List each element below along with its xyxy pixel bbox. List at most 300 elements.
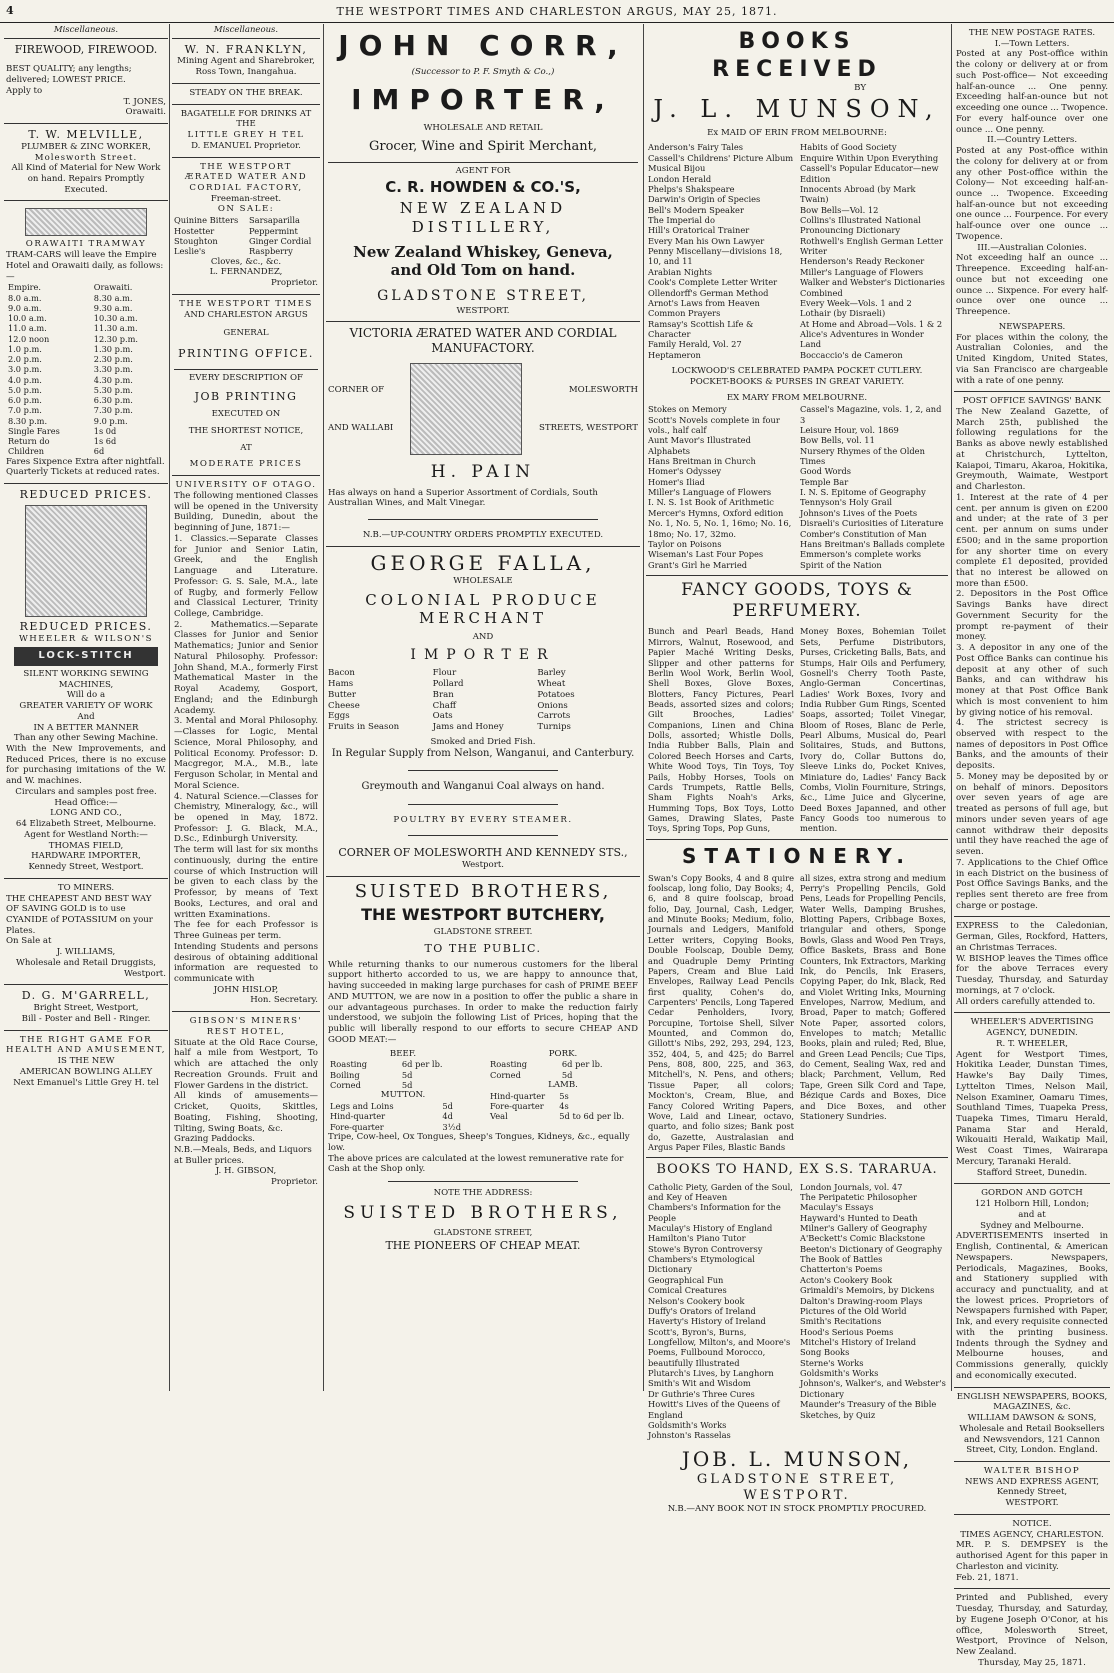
ad-text: Not exceeding half an ounce ... Threepence. Exceeding half-an-ounce but not exceeding one ounce ... Sixpence. For every half-ounce over one ounce ... Threepence. xyxy=(956,253,1108,318)
ad-text: Bright Street, Westport, xyxy=(33,1003,139,1014)
list-item: Catholic Piety, Garden of the Soul, and Key of Heaven xyxy=(648,1181,793,1202)
ad-text: R. T. WHEELER, xyxy=(996,1038,1068,1049)
fancy-goods-ad xyxy=(646,576,948,840)
list-item: Enquire Within Upon Everything xyxy=(800,152,939,163)
list-item: Leisure Hour, vol. 1869 xyxy=(800,424,899,435)
list-item: Mercer's Hymns, Oxford edition No. 1, No. 5, No. 1, 16mo; No. 16, 18mo; No. 17, 32mo. xyxy=(648,507,792,539)
list-item: 1. Classics.—Separate Classes for Junior and Senior Latin, Greek, and the English Language and Literature. Professor: G. S. Sale, M.A., late of Rugby, and formerly Fellow and Classical Lecturer, Trinity College, Cambridge. xyxy=(174,533,318,620)
ad-text: Westport. xyxy=(123,968,166,979)
column-rule xyxy=(323,24,324,1391)
ad-text: and at xyxy=(1018,1209,1046,1220)
list-item: Alice's Adventures in Wonder Land xyxy=(800,328,924,350)
ad-text: MOLESWORTH xyxy=(568,384,638,395)
ad-text: On Sale at xyxy=(6,936,52,947)
ad-title: H. PAIN xyxy=(430,462,536,483)
ad-text: Agent for Westport Times, Hokitika Leader, Dunstan Times, Hawke's Bay Daily Times, Lyttelton Times, Nelson Mail, Nelson Examiner, Oamaru Times, Southland Times, Tuapeka Press, Tuapeka Times, Timaru Herald, Panama Star and Herald, Wikouaiti Herald, Waikatip Mail, West Coast Times, Wairarapa Mercury, Taranaki Herald. xyxy=(956,1049,1108,1167)
list-item: Nelson's Cookery book xyxy=(648,1295,745,1306)
list-item: Plutarch's Lives, by Langhorn xyxy=(648,1368,774,1379)
list-item: 7. Applications to the Chief Office in each District on the business of Post Office Savings Banks, and the replies sent thereto are free from charge or postage. xyxy=(956,857,1108,911)
price-table xyxy=(488,1091,638,1122)
table-row: Legs and Loins 5d xyxy=(330,1101,453,1112)
produce-list xyxy=(328,668,638,732)
column-rule xyxy=(169,24,170,1391)
ad-title: JOB. L. MUNSON, xyxy=(681,1446,913,1471)
ad-text: Cloves, &c., &c. xyxy=(210,256,282,267)
list-item: Ginger Cordial xyxy=(249,235,312,246)
table-row: 9.0 a.m. 9.30 a.m. xyxy=(8,302,133,313)
ad-text: The New Zealand Gazette, of March 25th, published the following regulations for the Banks as above newly established at Christchurch, Lyttelton, Kaiapoi, Timaru, Akaroa, Hokitika, Greymouth, Waimate, Westport and Charleston. xyxy=(956,406,1108,493)
ad-text: AMERICAN BOWLING ALLEY xyxy=(19,1066,153,1077)
ad-title: BOOKS TO HAND, EX S.S. TARARUA. xyxy=(656,1162,938,1178)
savings-bank xyxy=(954,392,1110,917)
ad-text: BEEF. xyxy=(389,1048,417,1059)
dawson-ad xyxy=(954,1388,1110,1462)
ad-text: J. H. GIBSON, xyxy=(215,1166,277,1177)
column-rule xyxy=(643,24,644,1391)
list-item: Collins's Illustrated National Pronouncing Dictionary xyxy=(800,214,921,236)
ad-text: WHOLESALE xyxy=(453,575,513,586)
list-item: Every Week—Vols. 1 and 2 xyxy=(800,297,912,308)
list-item: 3. Mental and Moral Philosophy.—Classes for Logic, Mental Science, Moral Philosophy, and Political Economy. Professor: D. Macgregor, M.A., M.B., late Ferguson Scholar, in Mental and Moral Science. xyxy=(174,716,318,791)
list-item: Comber's Constitution of Man xyxy=(800,528,927,539)
list-item: Chaff xyxy=(432,700,457,711)
list-item: Chatterton's Poems xyxy=(800,1264,883,1275)
list-item: Fruits in Season xyxy=(328,722,400,733)
ad-text: JOHN HISLOP, xyxy=(213,984,279,995)
ad-subtitle: III.—Australian Colonies. xyxy=(977,242,1087,253)
list-item: Howitt's Lives of the Queens of England xyxy=(648,1399,780,1420)
list-item: Song Books xyxy=(800,1347,850,1358)
ad-title: WILLIAM DAWSON & SONS, xyxy=(967,1413,1097,1424)
ad-text: GREATER VARIETY OF WORK xyxy=(19,701,153,712)
ad-text: GENERAL xyxy=(223,328,269,339)
ad-text: Mining Agent and Sharebroker, xyxy=(177,56,315,67)
ad-text: The following mentioned Classes will be opened in the University Building, Dunedin, about the beginning of June, 1871:— xyxy=(174,490,318,534)
aerated-water-ad xyxy=(172,158,320,295)
ad-text: LOCKWOOD'S CELEBRATED PAMPA POCKET CUTLERY. xyxy=(671,366,923,377)
ad-text: NEW ZEALAND DISTILLERY, xyxy=(399,199,567,236)
ad-title: J. L. MUNSON, xyxy=(653,94,941,123)
melville-ad xyxy=(4,124,168,201)
table-row: 5.0 p.m. 5.30 p.m. xyxy=(8,384,133,395)
list-item: Barley xyxy=(537,668,566,679)
ad-text: J. WILLIAMS, xyxy=(56,947,116,958)
ad-text: POCKET-BOOKS & PURSES IN GREAT VARIETY. xyxy=(689,376,905,387)
list-item: I. N. S. 1st Book of Arithmetic xyxy=(648,497,774,508)
ad-title: THE RIGHT GAME FOR HEALTH AND AMUSEMENT, xyxy=(6,1034,166,1056)
list-item: Emmerson's complete works xyxy=(800,549,922,560)
list-item: Hayward's Hunted to Death xyxy=(800,1212,918,1223)
ad-text: CORNER OF MOLESWORTH AND KENNEDY STS., xyxy=(338,846,628,860)
list-item: Cassel's Magazine, vols. 1, 2, and 3 xyxy=(800,404,942,425)
list-item: Aunt Mavor's Illustrated Alphabets xyxy=(648,435,751,456)
list-item: Common Prayers xyxy=(648,308,721,319)
list-item: Cassell's Popular Educator—new Edition xyxy=(800,163,939,184)
list-item: Turnips xyxy=(537,722,571,733)
ad-text: MR. P. S. DEMPSEY is the authorised Agent for this paper in Charleston and vicinity. xyxy=(956,1540,1108,1572)
ad-title: IMPORTER xyxy=(410,646,556,663)
ad-text: SILENT WORKING SEWING MACHINES, xyxy=(23,668,149,690)
list-item: Hill's Oratorical Trainer xyxy=(648,225,750,236)
list-item: A'Beckett's Comic Blackstone xyxy=(800,1233,926,1244)
masthead xyxy=(0,0,1114,23)
ad-subtitle: NEWSPAPERS. xyxy=(998,321,1066,332)
list-item: Johnson's Lives of the Poets xyxy=(800,507,918,518)
franklyn-ad xyxy=(172,39,320,84)
victoria-ad xyxy=(326,322,640,546)
list-item: Stoughton xyxy=(174,235,218,246)
column-3 xyxy=(326,24,640,1391)
list-item: I. N. S. Epitome of Geography xyxy=(800,487,926,498)
list-item: Darwin's Origin of Species xyxy=(648,194,761,205)
list-item: 5. Money may be deposited by or on behalf of minors. Depositors over seven years of age are treated as persons of full age, but minors under seven years of age cannot withdraw their deposits until they have reached the age of seven. xyxy=(956,771,1108,858)
sale-list xyxy=(174,215,318,256)
table-row: 8.0 a.m. 8.30 a.m. xyxy=(8,292,133,303)
column-rule xyxy=(951,24,952,1391)
list-item: Anderson's Fairy Tales xyxy=(648,142,744,153)
list-item: Homer's Odyssey xyxy=(648,466,722,477)
ad-text: AGENT FOR xyxy=(455,165,511,176)
ad-title: ORAWAITI TRAMWAY xyxy=(25,239,147,250)
book-list xyxy=(648,142,946,360)
ad-text: Ross Town, Inangahua. xyxy=(195,67,297,78)
ad-text: POULTRY BY EVERY STEAMER. xyxy=(393,814,573,825)
column-2 xyxy=(172,24,320,1391)
list-item: Smith's Recitations xyxy=(800,1316,882,1327)
ad-text: CORNER OF xyxy=(328,384,385,395)
ad-title: NOTICE. xyxy=(1012,1518,1052,1529)
ad-text: GLADSTONE STREET, xyxy=(433,1228,533,1239)
table-row: Corned 5d xyxy=(490,1069,573,1080)
ad-text: Situate at the Old Race Course, half a mile from Westport, To which are attached the only Recreation Grounds. Fruit and Flower Gardens in the district. xyxy=(174,1037,318,1091)
list-item: Cassell's Childrens' Picture Album xyxy=(648,152,794,163)
ad-text: EX MARY FROM MELBOURNE. xyxy=(726,393,868,404)
table-row: 3.0 p.m. 3.30 p.m. xyxy=(8,364,133,375)
ad-text: IS THE NEW xyxy=(57,1056,115,1067)
otago-ad xyxy=(172,476,320,1012)
list-item: Hams xyxy=(328,679,354,690)
ad-text: NOTE THE ADDRESS: xyxy=(433,1188,533,1199)
miners-ad xyxy=(4,879,168,986)
ad-text: Posted at any Post-office within the colony for delivery at or from any other Post-office within the Colony— Not exceeding half-an-ounce ... Twopence. Exceeding half-an-ounce but not exceeding one ounce ... Fourpence. For every half-ounce over one ounce ... Twopence. xyxy=(956,146,1108,242)
tramway-ad xyxy=(4,201,168,484)
page-number: 4 xyxy=(6,4,14,17)
list-item: Sterne's Works xyxy=(800,1357,864,1368)
list-item: Cook's Complete Letter Writer xyxy=(648,277,778,288)
list-item: Bran xyxy=(432,689,454,700)
list-item: Geographical Fun xyxy=(648,1274,724,1285)
ad-text: All Kind of Material for New Work on hand. Repairs Promptly Executed. xyxy=(11,163,161,195)
column-1 xyxy=(4,24,168,1391)
ad-text: Has always on hand a Superior Assortment of Cordials, South Australian Wines, and Malt Vinegar. xyxy=(328,487,598,509)
ad-text: and Old Tom on hand. xyxy=(390,261,576,280)
ad-title: REDUCED PRICES. xyxy=(19,619,153,633)
list-item: Potatoes xyxy=(537,689,575,700)
ad-title: W. N. FRANKLYN, xyxy=(184,42,308,56)
list-item: Smith's Wit and Wisdom xyxy=(648,1378,751,1389)
ad-title: IMPORTER, xyxy=(351,82,615,116)
ad-text: GLADSTONE STREET. xyxy=(433,927,533,938)
list-item: Every Man his Own Lawyer xyxy=(648,235,765,246)
ad-text: TIMES AGENCY, CHARLESTON. xyxy=(960,1529,1104,1540)
section-heading: Miscellaneous. xyxy=(172,24,320,39)
table-row: 7.0 p.m. 7.30 p.m. xyxy=(8,405,133,416)
list-item: Flour xyxy=(432,668,457,679)
ad-text: Next Emanuel's Little Grey H. tel xyxy=(13,1077,159,1088)
ad-text: With the New Improvements, and Reduced Prices, there is no excuse for purchasing imitations of the W. and W. machines. xyxy=(6,744,166,787)
ad-text: AND CHARLESTON ARGUS xyxy=(184,309,308,320)
list-item: Hans Breitman's Ballads complete xyxy=(800,538,945,549)
ad-text: PORK. xyxy=(548,1048,578,1059)
list-item: 4. The strictest secrecy is observed with respect to the names of depositors in Post Office Banks, and the amounts of their deposits. xyxy=(956,718,1108,772)
list-item: Ramsay's Scottish Life & Character xyxy=(648,318,754,339)
ad-title: FANCY GOODS, TOYS & PERFUMERY. xyxy=(681,579,913,622)
ad-text: 121 Holborn Hill, London; xyxy=(974,1199,1090,1210)
list-item: Goldsmith's Works xyxy=(800,1368,879,1379)
ad-title: D. G. M'GARRELL, xyxy=(21,989,151,1003)
price-table xyxy=(328,1101,478,1132)
list-item: Johnson's, Walker's, and Webster's Dictionary xyxy=(800,1378,946,1399)
list-item: Haverty's History of Ireland xyxy=(648,1316,766,1327)
list-item: Taylor on Poisons xyxy=(648,538,722,549)
table-row: 11.0 a.m. 11.30 a.m. xyxy=(8,323,138,334)
list-item: Stowe's Byron Controversy xyxy=(648,1243,763,1254)
list-item: London Journals, vol. 47 xyxy=(800,1181,903,1192)
price-table xyxy=(488,1059,638,1080)
ad-title: GORDON AND GOTCH xyxy=(981,1188,1083,1199)
list-item: Beeton's Dictionary of Geography xyxy=(800,1243,943,1254)
table-row: 12.0 noon 12.30 p.m. xyxy=(8,333,139,344)
list-item: Wiseman's Last Four Popes xyxy=(648,549,764,560)
wheeler-agency-ad xyxy=(954,1013,1110,1184)
postage-rates xyxy=(954,24,1110,392)
table-row: 6.0 p.m. 6.30 p.m. xyxy=(8,395,133,406)
list-item: Bell's Modern Speaker xyxy=(648,204,744,215)
ad-title: THE WESTPORT TIMES xyxy=(179,298,313,309)
ad-text: Intending Students and persons desirous of obtaining additional information are requested to communicate with xyxy=(174,941,318,984)
ad-text: WHOLESALE AND RETAIL xyxy=(423,122,543,133)
list-item: Leslie's xyxy=(174,246,206,257)
list-item: Lothair (by Disraeli) xyxy=(800,308,886,319)
ad-text: D. EMANUEL Proprietor. xyxy=(191,140,301,151)
list-item: Duffy's Orators of Ireland xyxy=(648,1305,756,1316)
ad-text: IN A BETTER MANNER xyxy=(33,722,139,733)
ad-text: THOMAS FIELD, xyxy=(48,840,124,851)
list-item: Chambers's Information for the People xyxy=(648,1202,781,1223)
list-item: 3. A depositor in any one of the Post Office Banks can continue his deposit at any other of such Banks, and can withdraw his money at that Post Office Bank which is most convenient to him by giving notice of his removal. xyxy=(956,643,1108,718)
list-item: Scott's, Byron's, Burns, Longfellow, Milton's, and Moore's Poems, Fullbound Morocco, beautifully Illustrated xyxy=(648,1326,791,1368)
ad-text: AT xyxy=(240,442,252,453)
ad-text: Circulars and samples post free. xyxy=(15,786,157,797)
table-row: Hind-quarter 4d xyxy=(330,1111,453,1122)
list-item: Maculay's History of England xyxy=(648,1223,773,1234)
ad-title: SUISTED BROTHERS, xyxy=(354,880,612,902)
ad-title: SUISTED BROTHERS, xyxy=(343,1202,623,1223)
ad-text: Money Boxes, Bohemian Toilet Sets, Perfume Distributors, Purses, Cricketing Balls, Bats, and Stumps, Hair Oils and Perfumery, Gosnell's Cherry Tooth Paste, Anglo-German Concertinas, Ladies' Work Boxes, Ivory and India Rubber Gum Rings, Scented Soaps, assorted; Toilet Vinegar, Bloom of Roses, Blanc de Perle, Pearl Albums, Musical do, Pearl Solitaires, Studs, and Buttons, Ivory do, Collar Buttons do, Sleeve Links do, Pocket Knives, Miniature do, Ladies' Fancy Back Combs, Violin Fourniture, Strings, &c., Lime Juice and Glycerine, Deed Boxes Japanned, and other Fancy Goods too numerous to mention. xyxy=(800,626,946,834)
tararua-ad xyxy=(646,1158,948,1519)
ad-text: TRAM-CARS will leave the Empire Hotel and Orawaiti daily, as follows:— xyxy=(6,250,164,282)
list-item: Hamilton's Piano Tutor xyxy=(648,1233,746,1244)
list-item: Hans Breitman in Church xyxy=(648,456,756,467)
wheeler-wilson-ad xyxy=(4,484,168,879)
stationery-text xyxy=(648,873,946,1153)
book-list xyxy=(648,404,946,570)
ad-text: Bill - Poster and Bell - Ringer. xyxy=(21,1013,151,1024)
ad-text: The fee for each Professor is Three Guineas per term. xyxy=(174,920,318,942)
ad-text: Greymouth and Wanganui Coal always on hand. xyxy=(361,781,605,792)
masthead-title: THE WESTPORT TIMES AND CHARLESTON ARGUS, MAY 25, 1871. xyxy=(336,5,778,18)
ad-text: W. BISHOP leaves the Times office for the above Terraces every Tuesday, Thursday, and Saturday mornings, at 7 o'clock. xyxy=(956,953,1108,996)
list-item: Grimaldi's Memoirs, by Dickens xyxy=(800,1285,935,1296)
steam-engine-illustration xyxy=(410,363,522,455)
list-item: Miller's Language of Flowers xyxy=(648,487,772,498)
table-row: 8.30 p.m. 9.0 p.m. xyxy=(8,415,128,426)
ad-subtitle: I.—Town Letters. xyxy=(994,38,1070,49)
ad-text: LAMB. xyxy=(548,1080,578,1091)
timetable xyxy=(6,282,166,456)
munson-ad xyxy=(646,24,948,576)
ad-text: All orders carefully attended to. xyxy=(956,996,1096,1007)
list-item: Disraeli's Curiosities of Literature xyxy=(800,518,944,529)
ad-text: N.B.—UP-COUNTRY ORDERS PROMPTLY EXECUTED. xyxy=(362,530,604,541)
list-item: Scott's Novels complete in four vols., half calf xyxy=(648,414,780,435)
list-item: Rothwell's English German Letter Writer xyxy=(800,235,943,257)
price-table xyxy=(328,1059,478,1090)
ad-text: NEWS AND EXPRESS AGENT, xyxy=(965,1476,1099,1487)
ad-text: In Regular Supply from Nelson, Wanganui, and Canterbury. xyxy=(331,747,635,759)
ad-title: ENGLISH NEWSPAPERS, BOOKS, MAGAZINES, &c. xyxy=(956,1391,1108,1413)
table-row: 2.0 p.m. 2.30 p.m. xyxy=(8,354,133,365)
list-item: The Imperial do xyxy=(648,214,715,225)
ad-text: LITTLE GREY H TEL xyxy=(187,130,305,141)
table-row: 10.0 a.m. 10.30 a.m. xyxy=(8,313,138,324)
ad-title: THE WESTPORT BUTCHERY, xyxy=(361,905,605,925)
fancy-goods-text xyxy=(648,626,946,833)
veal-price: 5d to 6d per lb. xyxy=(559,1111,625,1122)
times-agency-notice xyxy=(954,1515,1110,1589)
list-item: Bacon xyxy=(328,668,355,679)
ad-text: ON SALE: xyxy=(217,204,275,215)
ad-text: Proprietor. xyxy=(270,278,318,289)
ad-text: N.B.—Meals, Beds, and Liquors at Buller prices. xyxy=(174,1145,312,1166)
ad-text: All kinds of amusements—Cricket, Quoits, Skittles, Boating, Fishing, Shooting, Tilting, Swing Boats, &c. xyxy=(174,1091,318,1134)
list-item: Henderson's Ready Reckoner xyxy=(800,256,925,267)
table-row: Corned 5d xyxy=(330,1080,413,1091)
table-row: Single Fares 1s 0d xyxy=(8,425,117,436)
list-item: The Book of Battles xyxy=(800,1254,883,1265)
ad-title: BAGATELLE FOR DRINKS AT THE xyxy=(180,108,312,130)
list-item: Acton's Cookery Book xyxy=(800,1274,893,1285)
ad-title: WHEELER'S ADVERTISING AGENCY, DUNEDIN. xyxy=(970,1017,1094,1039)
ad-text: Fares Sixpence Extra after nightfall. Quarterly Tickets at reduced rates. xyxy=(6,456,165,478)
ad-title: GEORGE FALLA, xyxy=(370,550,596,575)
ad-text: Wholesale and Retail Booksellers and Newsvendors, 121 Cannon Street, City, London. England. xyxy=(959,1423,1105,1456)
gibson-ad xyxy=(172,1012,320,1193)
lock-stitch-banner: LOCK-STITCH xyxy=(14,647,158,666)
table-row: Hind-quarter 5s xyxy=(490,1090,569,1101)
table-row: Return do 1s 6d xyxy=(8,436,117,447)
imprint-text: Printed and Published, every Tuesday, Thursday, and Saturday, by Eugene Joseph O'Conor, at his office, Molesworth Street, Westport, Province of Nelson, New Zealand. xyxy=(956,1593,1108,1658)
book-list xyxy=(648,1182,946,1441)
ad-title: FIREWOOD, FIREWOOD. xyxy=(14,42,158,56)
ad-title: STATIONERY. xyxy=(682,843,912,868)
list-item: Temple Bar xyxy=(800,476,849,487)
list-item: Penny Miscellany—divisions 18, 10, and 11 xyxy=(648,246,783,267)
ad-title: PRINTING OFFICE. xyxy=(178,347,314,361)
list-item: Carrots xyxy=(537,711,571,722)
ad-text: Tripe, Cow-heel, Ox Tongues, Sheep's Tongues, Kidneys, &c., equally low. xyxy=(328,1132,630,1153)
list-item: Wheat xyxy=(537,679,566,690)
ad-text: EXPRESS to the Caledonian, German, Giles, Rockford, Hatters, an Christmas Terraces. xyxy=(956,921,1108,953)
ad-title: GIBSON'S MINERS' REST HOTEL, xyxy=(189,1016,303,1037)
list-item: Cheese xyxy=(328,700,360,711)
ad-text: Head Office:— xyxy=(54,797,118,808)
gordon-gotch-ad xyxy=(954,1184,1110,1387)
list-item: Habits of Good Society xyxy=(800,142,897,153)
ad-text: AND xyxy=(472,632,494,643)
ad-text: The above prices are calculated at the lowest remunerative rate for Cash at the Shop only. xyxy=(328,1153,624,1175)
sewing-machine-illustration xyxy=(25,505,147,617)
falla-ad xyxy=(326,547,640,877)
ad-text: STREETS, WESTPORT xyxy=(538,423,638,434)
ad-title: REDUCED PRICES. xyxy=(19,488,153,502)
list-item: Arabian Nights xyxy=(648,266,712,277)
table-row: 4.0 p.m. 4.30 p.m. xyxy=(8,374,133,385)
list-item: Stokes on Memory xyxy=(648,404,727,415)
list-item: Quinine Bitters xyxy=(174,215,239,226)
ad-text: MUTTON. xyxy=(380,1090,426,1101)
list-item: Dr Guthrie's Three Cures xyxy=(648,1388,755,1399)
list-item: Miller's Language of Flowers xyxy=(800,266,924,277)
list-item: Tennyson's Holy Grail xyxy=(800,497,893,508)
ad-text: Feb. 21, 1871. xyxy=(956,1572,1019,1583)
list-item: Sarsaparilla xyxy=(249,215,300,226)
printing-office-ad xyxy=(172,295,320,476)
mcgarrell-ad xyxy=(4,985,168,1030)
ad-text: Ex MAID OF ERIN FROM MELBOURNE: xyxy=(707,127,887,138)
ad-text: WESTPORT. xyxy=(456,305,510,316)
ad-title: JOB PRINTING xyxy=(194,389,298,403)
ad-subtitle: II.—Country Letters. xyxy=(986,135,1078,146)
ad-title: WALTER BISHOP xyxy=(983,1466,1081,1476)
ad-text: GLADSTONE STREET, WESTPORT. xyxy=(696,1471,898,1503)
ad-title: T. W. MELVILLE, xyxy=(28,128,144,142)
list-item: Oats xyxy=(432,711,453,722)
ad-title: THE NEW POSTAGE RATES. xyxy=(968,28,1096,38)
list-item: Walker and Webster's Dictionaries Combined xyxy=(800,277,945,298)
ad-text: Westport. xyxy=(461,859,505,870)
ad-text: ADVERTISEMENTS inserted in English, Continental, & American Newspapers. Newspapers, Periodicals, Magazines, Books, and Stationery supplied with accuracy and punctuality, and at the lowest prices. Proprietors of Newspapers furnished with Paper, Ink, and every requisite connected with the printing business. Indents through the Sydney and Melbourne houses, and Commissions generally, quickly and economically executed. xyxy=(956,1231,1108,1381)
list-item: Ollendorff's German Method xyxy=(648,287,769,298)
walter-bishop-ad xyxy=(954,1462,1110,1515)
ad-text: MODERATE PRICES xyxy=(189,459,303,470)
suisted-ad xyxy=(326,877,640,1258)
ad-text: Than any other Sewing Machine. xyxy=(13,733,159,744)
list-item: At Home and Abroad—Vols. 1 & 2 xyxy=(800,318,943,329)
ad-title: THE WESTPORT ÆRATED WATER AND xyxy=(184,161,308,183)
list-item: Butter xyxy=(328,689,356,700)
ad-text: Agent for Westland North:— xyxy=(24,829,148,840)
ad-text: And xyxy=(77,711,95,722)
list-item: Jams and Honey xyxy=(432,722,504,733)
section-heading: Miscellaneous. xyxy=(4,24,168,39)
ad-text: Grocer, Wine and Spirit Merchant, xyxy=(369,139,597,155)
ad-text: (Successor to P. F. Smyth & Co.,) xyxy=(411,67,555,77)
ad-text: Smoked and Dried Fish. xyxy=(430,736,536,747)
ad-name: T. JONES, xyxy=(123,96,166,107)
bagatelle-ad xyxy=(172,105,320,158)
list-item: The Peripatetic Philosopher xyxy=(800,1191,917,1202)
